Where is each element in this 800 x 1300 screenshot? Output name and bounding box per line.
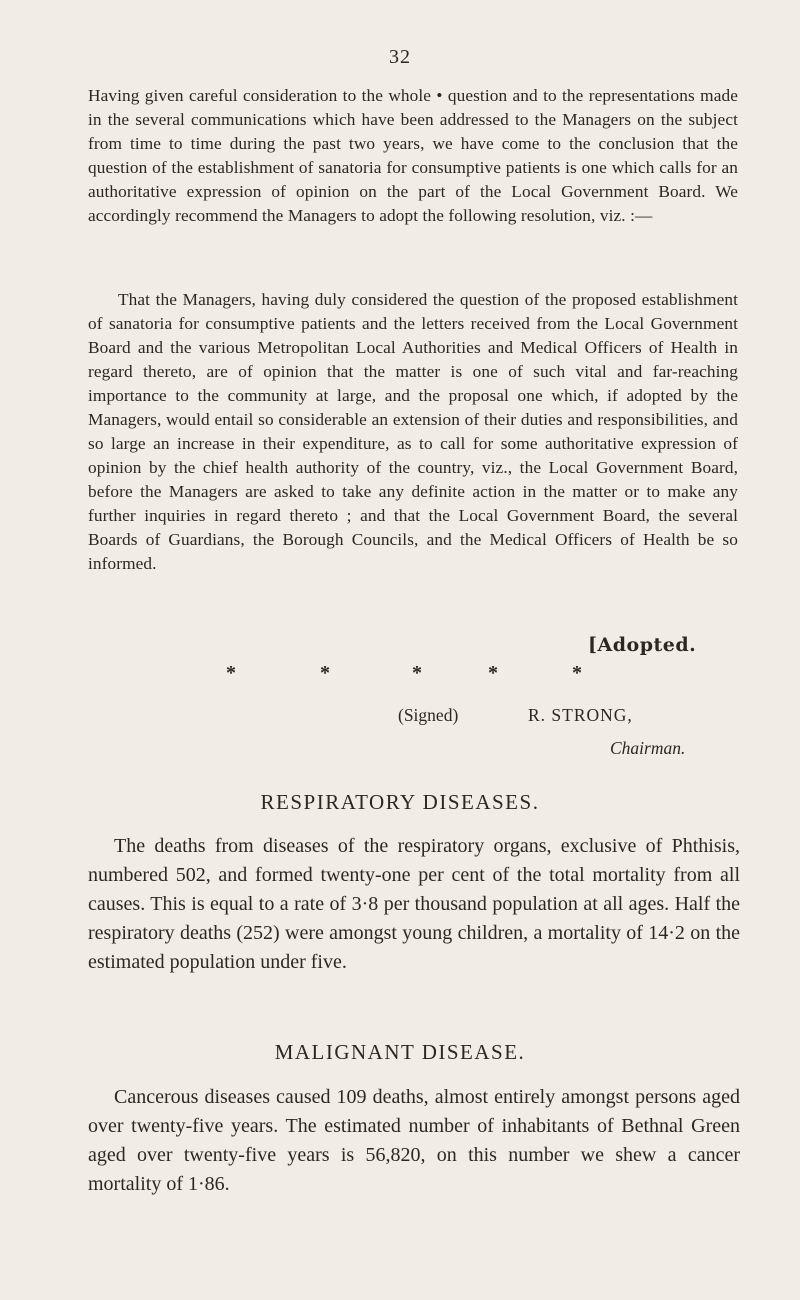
resolution-paragraph-block [88,288,738,576]
signer-name: R. STRONG, [528,705,633,725]
separator-star: * [226,662,236,684]
separator-star: * [488,662,498,684]
separator-star: * [572,662,582,684]
malignant-paragraph-block [88,1083,740,1199]
adopted-mark: [Adopted. [588,634,697,656]
separator-star: * [412,662,422,684]
intro-paragraph: Having given careful consideration to the whole • question and to the representations made in the several communications which have been addressed to the Managers on the subject from time to time during the past two years, we have come to the conclusion that the question of the establishment of sanatoria for consumptive patients is one which calls for an authoritative expression of opinion on the part of the Local Government Board. We accordingly recommend the Managers to adopt the following resolution, viz. :— [88,86,738,225]
separator-star: * [320,662,330,684]
intro-paragraph-block [88,84,738,228]
signed-label: (Signed) [398,705,459,725]
signer-role: Chairman. [610,738,686,758]
section-heading-respiratory: RESPIRATORY DISEASES. [260,790,540,814]
malignant-paragraph: Cancerous diseases caused 109 deaths, almost entirely amongst persons aged over twenty-five years. The estimated number of inhabitants of Bethnal Green aged over twenty-five years is 56,820, on this number we shew a cancer mortality of 1·86. [88,1086,740,1195]
separator-stars [0,662,800,686]
page-number: 32 [389,46,411,68]
resolution-paragraph: That the Managers, having duly considered the question of the proposed establishment of sanatoria for consumptive patients and the letters received from the Local Government Board and the various Metropolitan Local Authorities and Medical Officers of Health in regard thereto, are of opinion that the matter is one of such vital and far-reaching importance to the community at large, and the proposal one which, if adopted by the Managers, would entail so considerable an extension of their duties and responsibilities, and so large an increase in their expenditure, as to call for some authoritative expression of opinion by the chief health authority of the country, viz., the Local Government Board, before the Managers are asked to take any definite action in the matter or to make any further inquiries in regard thereto ; and that the Local Government Board, the several Boards of Guardians, the Borough Councils, and the Medical Officers of Health be so informed. [88,290,738,573]
respiratory-paragraph-block [88,832,740,977]
section-heading-malignant: MALIGNANT DISEASE. [274,1040,526,1064]
respiratory-paragraph: The deaths from diseases of the respiratory organs, exclusive of Phthisis, numbered 502, and formed twenty-one per cent of the total mortality from all causes. This is equal to a rate of 3·8 per thousand population at all ages. Half the respiratory deaths (252) were amongst young children, a mortality of 14·2 on the estimated population under five. [88,835,740,973]
